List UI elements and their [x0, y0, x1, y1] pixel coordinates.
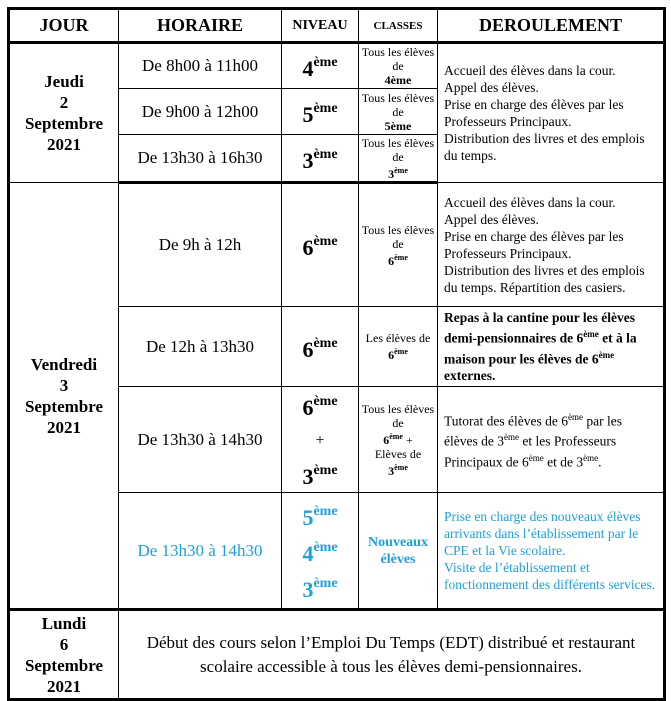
- table-row: [9, 183, 665, 307]
- horaire-cell: De 9h00 à 12h00: [119, 89, 282, 135]
- niveau-cell: 6ème: [282, 307, 359, 387]
- classes-cell: Nouveaux élèves: [359, 493, 438, 610]
- header-jour: JOUR: [9, 9, 119, 43]
- header-niveau: NIVEAU: [282, 9, 359, 43]
- schedule-table: [7, 7, 666, 701]
- table-row: [9, 43, 665, 89]
- niveau-cell: 3ème: [282, 135, 359, 183]
- classes-cell: Tous les élèves de 6ème: [359, 183, 438, 307]
- horaire-cell: De 13h30 à 14h30: [119, 493, 282, 610]
- niveau-cell: 6ème: [282, 183, 359, 307]
- classes-cell: Tous les élèves de 5ème: [359, 89, 438, 135]
- classes-cell: Les élèves de 6ème: [359, 307, 438, 387]
- deroulement-cell: Prise en charge des nouveaux élèves arrivants dans l’établissement par le CPE et la Vie scolaire. Visite de l’établissement et fonctionnement des différents services.: [438, 493, 665, 610]
- deroulement-cell: Accueil des élèves dans la cour. Appel des élèves. Prise en charge des élèves par les Professeurs Principaux. Distribution des livres et des emplois du temps. Répartition des casiers.: [438, 183, 665, 307]
- classes-cell: Tous les élèves de 4ème: [359, 43, 438, 89]
- day-cell-vendredi: Vendredi 3 Septembre 2021: [9, 183, 119, 610]
- deroulement-cell: Tutorat des élèves de 6ème par les élèves de 3ème et les Professeurs Principaux de 6ème et de 3ème.: [438, 387, 665, 493]
- classes-cell: Tous les élèves de 3ème: [359, 135, 438, 183]
- header-classes: CLASSES: [359, 9, 438, 43]
- niveau-cell: 6ème + 3ème: [282, 387, 359, 493]
- classes-cell: Tous les élèves de 6ème + Elèves de 3ème: [359, 387, 438, 493]
- deroulement-cell: Repas à la cantine pour les élèves demi-pensionnaires de 6ème et à la maison pour les élèves de 6ème externes.: [438, 307, 665, 387]
- day-cell-jeudi: Jeudi 2 Septembre 2021: [9, 43, 119, 183]
- horaire-cell: De 8h00 à 11h00: [119, 43, 282, 89]
- niveau-cell: 5ème: [282, 89, 359, 135]
- header-row: [9, 9, 665, 43]
- horaire-cell: De 13h30 à 16h30: [119, 135, 282, 183]
- header-deroulement: DEROULEMENT: [438, 9, 665, 43]
- table-row: [9, 610, 665, 700]
- horaire-cell: De 13h30 à 14h30: [119, 387, 282, 493]
- niveau-cell: 5ème 4ème 3ème: [282, 493, 359, 610]
- horaire-cell: De 9h à 12h: [119, 183, 282, 307]
- header-horaire: HORAIRE: [119, 9, 282, 43]
- deroulement-cell: Accueil des élèves dans la cour. Appel des élèves. Prise en charge des élèves par les Professeurs Principaux. Distribution des livres et des emplois du temps.: [438, 43, 665, 183]
- lundi-text: Début des cours selon l’Emploi Du Temps (EDT) distribué et restaurant scolaire accessible à tous les élèves demi-pensionnaires.: [119, 610, 665, 700]
- niveau-cell: 4ème: [282, 43, 359, 89]
- day-cell-lundi: Lundi 6 Septembre 2021: [9, 610, 119, 700]
- horaire-cell: De 12h à 13h30: [119, 307, 282, 387]
